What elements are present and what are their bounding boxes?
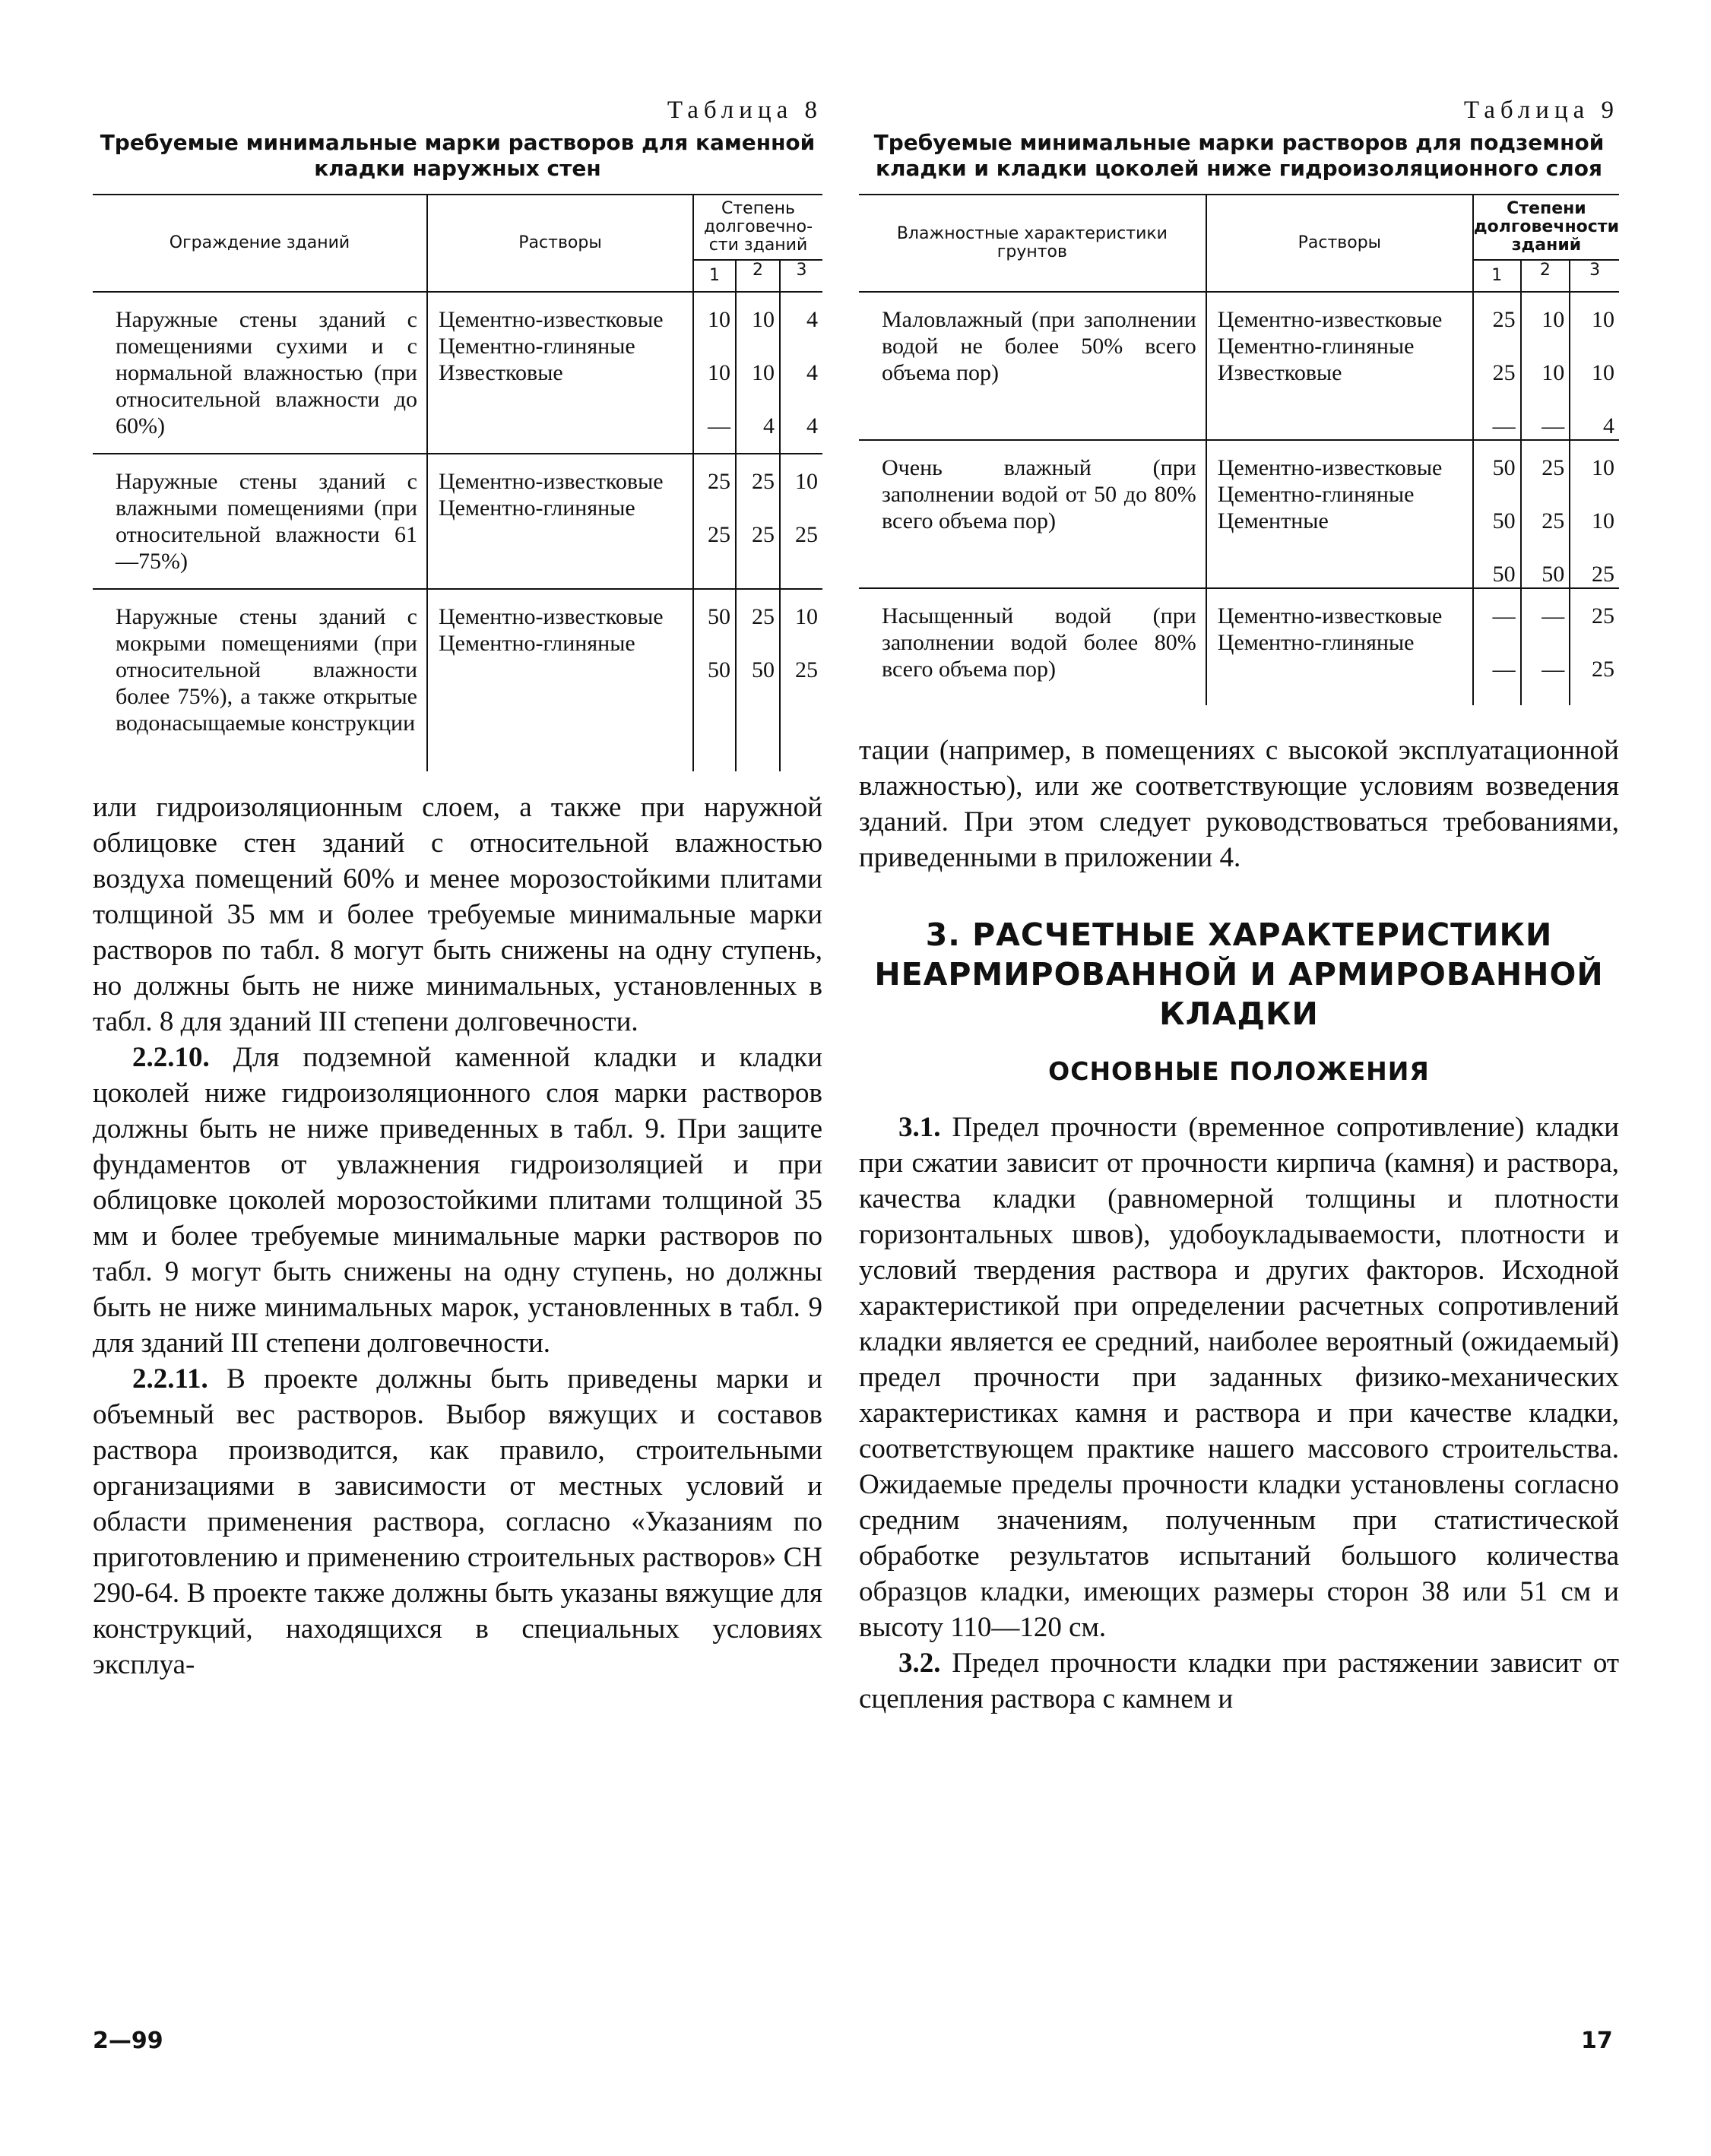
mortar-label: Цементно-известковые bbox=[1217, 603, 1443, 628]
table8-header-col1: Ограждение зданий bbox=[93, 195, 427, 292]
mortar-label: Цементно-глиняные bbox=[439, 334, 635, 359]
clause-text: Для подземной каменной кладки и кладки цоколей ниже гидроизоляционного слоя марки растворов должны быть не ниже приведенных в табл. 9. При защите фундаментов от увлажнения гидроизоляцией и при облицовке цоколей морозостойкими плитами толщиной 35 мм и более требуемые минимальные марки растворов по табл. 9 могут быть снижены на одну ступень, но должны быть не ниже минимальных марок, установленных в табл. 9 для зданий III степени долговечности. bbox=[93, 1042, 823, 1359]
value: 25 bbox=[1492, 307, 1516, 332]
table8-sub-3: 3 bbox=[780, 260, 822, 292]
mortar-label: Известковые bbox=[1217, 360, 1342, 385]
table9-caption: Таблица 9 bbox=[1463, 97, 1619, 124]
value: 10 bbox=[752, 360, 775, 385]
value: 50 bbox=[708, 604, 730, 629]
value: 25 bbox=[1592, 562, 1614, 587]
value: 10 bbox=[1592, 508, 1614, 533]
clause-number: 3.1. bbox=[898, 1112, 941, 1143]
value: 4 bbox=[806, 360, 818, 385]
mortar-label: Цементно-известковые bbox=[1217, 455, 1443, 480]
value: 25 bbox=[752, 469, 775, 494]
value: 25 bbox=[1541, 455, 1565, 480]
footer-signature: 2—99 bbox=[93, 2028, 163, 2054]
row-description: Маловлажный (при заполнении водой не более 50% всего объема пор) bbox=[859, 292, 1206, 440]
paragraph bbox=[859, 1645, 1619, 1717]
table9-header-col2: Растворы bbox=[1206, 195, 1473, 292]
paragraph: или гидроизоляционным слоем, а также при наружной облицовке стен зданий с относительной влажностью воздуха помещений 60% и менее морозостойкими плитами толщиной 35 мм и более требуемые минимальные марки растворов по табл. 8 могут быть снижены на одну ступень, но должны быть не ниже минимальных, установленных в табл. 8 для зданий III степени долговечности. bbox=[93, 792, 822, 1037]
value: 50 bbox=[1492, 508, 1516, 533]
value: 50 bbox=[1492, 562, 1516, 587]
value: 25 bbox=[795, 657, 818, 682]
value: 50 bbox=[752, 657, 775, 682]
mortar-label: Цементно-известковые bbox=[439, 307, 664, 332]
subsection-title: ОСНОВНЫЕ ПОЛОЖЕНИЯ bbox=[1048, 1056, 1430, 1086]
value: 10 bbox=[795, 469, 818, 494]
table-row bbox=[859, 292, 1619, 440]
table8-header-col3: Степень долговечно-сти зданий bbox=[693, 195, 822, 260]
paragraph bbox=[93, 1361, 822, 1683]
clause-text: Предел прочности (временное сопротивление) кладки при сжатии зависит от прочности кирпича (камня) и раствора, качества кладки (равномерной толщины и плотности горизонтальных швов), удобоукладываемости, плотности и условий твердения раствора и других факторов. Исходной характеристикой при определении расчетных сопротивлений кладки является ее средний, наиболее вероятный (ожидаемый) предел прочности при заданных физико-механических характеристиках камня и раствора и при качестве кладки, соответствующем практике нашего массового строительства. Ожидаемые пределы прочности кладки установлены согласно средним значениям, полученным при статистической обработке результатов испытаний большого количества образцов кладки, имеющих размеры сторон 38 или 51 см и высоту 110—120 см. bbox=[859, 1112, 1619, 1643]
value: 10 bbox=[1592, 455, 1614, 480]
mortar-label: Цементно-глиняные bbox=[1217, 630, 1415, 655]
value: 4 bbox=[806, 307, 818, 332]
table-row bbox=[859, 588, 1619, 705]
value: 50 bbox=[1492, 455, 1516, 480]
value: 25 bbox=[1592, 657, 1614, 682]
paragraph: тации (например, в помещениях с высокой эксплуатационной влажностью), или же соответствующие условиям возведения зданий. При этом следует руководствоваться требованиями, приведенными в приложении 4. bbox=[859, 735, 1619, 873]
mortar-label: Известковые bbox=[439, 360, 563, 385]
clause-number: 2.2.10. bbox=[132, 1042, 210, 1073]
paragraph bbox=[93, 1040, 822, 1361]
value: 10 bbox=[708, 360, 730, 385]
value: — bbox=[1541, 603, 1565, 628]
value: 10 bbox=[752, 307, 775, 332]
mortar-label: Цементно-известковые bbox=[439, 469, 664, 494]
mortar-label: Цементно-глиняные bbox=[1217, 334, 1415, 359]
table-row bbox=[93, 454, 822, 589]
table9-header-col3: Степени долговечности зданий bbox=[1473, 195, 1619, 260]
table8-header-col2: Растворы bbox=[427, 195, 693, 292]
left-column bbox=[93, 95, 822, 1683]
mortar-label: Цементно-глиняные bbox=[439, 631, 635, 656]
value: 10 bbox=[1541, 307, 1565, 332]
table8-sub-2: 2 bbox=[736, 260, 780, 292]
row-description: Наружные стены зданий с помещениями сухими и с нормальной влажностью (при относительной влажности до 60%) bbox=[93, 292, 427, 454]
clause-text: В проекте должны быть приведены марки и объемный вес растворов. Выбор вяжущих и составов раствора производится, как правило, строительными организациями в зависимости от местных условий и области применения раствора, согласно «Указаниям по приготовлению и применению строительных растворов» СН 290-64. В проекте также должны быть указаны вяжущие для конструкций, находящихся в специальных условиях эксплуа- bbox=[93, 1363, 822, 1680]
value: 10 bbox=[1592, 307, 1614, 332]
value: — bbox=[708, 413, 730, 438]
row-description: Наружные стены зданий с влажными помещениями (при относительной влажности 61—75%) bbox=[93, 454, 427, 589]
value: 25 bbox=[752, 522, 775, 547]
value: 25 bbox=[795, 522, 818, 547]
table8-title: Требуемые минимальные марки растворов для каменной кладки наружных стен bbox=[100, 130, 816, 181]
table9 bbox=[859, 194, 1619, 705]
value: — bbox=[1541, 657, 1565, 682]
value: 10 bbox=[1541, 360, 1565, 385]
table9-sub-2: 2 bbox=[1521, 260, 1570, 292]
row-description: Очень влажный (при заполнении водой от 50 до 80% всего объема пор) bbox=[859, 440, 1206, 588]
value: 25 bbox=[1541, 508, 1565, 533]
value: — bbox=[1492, 657, 1516, 682]
value: 50 bbox=[708, 657, 730, 682]
mortar-label: Цементно-известковые bbox=[1217, 307, 1443, 332]
clause-text: Предел прочности кладки при растяжении зависит от сцепления раствора с камнем и bbox=[859, 1648, 1620, 1714]
table-row bbox=[93, 589, 822, 771]
value: 4 bbox=[1603, 413, 1614, 438]
value: — bbox=[1492, 603, 1516, 628]
row-description: Насыщенный водой (при заполнении водой более 80% всего объема пор) bbox=[859, 588, 1206, 705]
mortar-label: Цементно-глиняные bbox=[1217, 482, 1415, 507]
value: 4 bbox=[806, 413, 818, 438]
table8 bbox=[93, 194, 822, 771]
mortar-label: Цементно-известковые bbox=[439, 604, 664, 629]
value: 4 bbox=[763, 413, 775, 438]
mortar-label: Цементные bbox=[1217, 508, 1329, 533]
value: — bbox=[1492, 413, 1516, 438]
value: — bbox=[1541, 413, 1565, 438]
table8-caption: Таблица 8 bbox=[667, 97, 822, 124]
value: 25 bbox=[708, 469, 730, 494]
table9-sub-3: 3 bbox=[1570, 260, 1619, 292]
table9-sub-1: 1 bbox=[1473, 260, 1521, 292]
value: 10 bbox=[1592, 360, 1614, 385]
section-title: 3. РАСЧЕТНЫЕ ХАРАКТЕРИСТИКИ НЕАРМИРОВАННОЙ И АРМИРОВАННОЙ КЛАДКИ bbox=[874, 917, 1604, 1032]
value: 25 bbox=[1492, 360, 1516, 385]
page-number: 17 bbox=[1581, 2028, 1613, 2054]
value: 50 bbox=[1541, 562, 1565, 587]
mortar-label: Цементно-глиняные bbox=[439, 495, 635, 521]
table-row bbox=[859, 440, 1619, 588]
table9-title: Требуемые минимальные марки растворов для подземной кладки и кладки цоколей ниже гидроизоляционного слоя bbox=[873, 130, 1605, 181]
value: 10 bbox=[795, 604, 818, 629]
row-description: Наружные стены зданий с мокрыми помещениями (при относительной влажности более 75%), а также открытые водонасыщаемые конструкции bbox=[93, 589, 427, 771]
clause-number: 2.2.11. bbox=[132, 1363, 208, 1395]
table-row bbox=[93, 292, 822, 454]
value: 25 bbox=[752, 604, 775, 629]
paragraph bbox=[859, 1110, 1619, 1645]
table8-sub-1: 1 bbox=[693, 260, 736, 292]
table9-header-col1: Влажностные характеристики грунтов bbox=[859, 195, 1206, 292]
value: 25 bbox=[1592, 603, 1614, 628]
clause-number: 3.2. bbox=[898, 1648, 941, 1679]
right-column bbox=[859, 95, 1619, 1717]
value: 25 bbox=[708, 522, 730, 547]
value: 10 bbox=[708, 307, 730, 332]
